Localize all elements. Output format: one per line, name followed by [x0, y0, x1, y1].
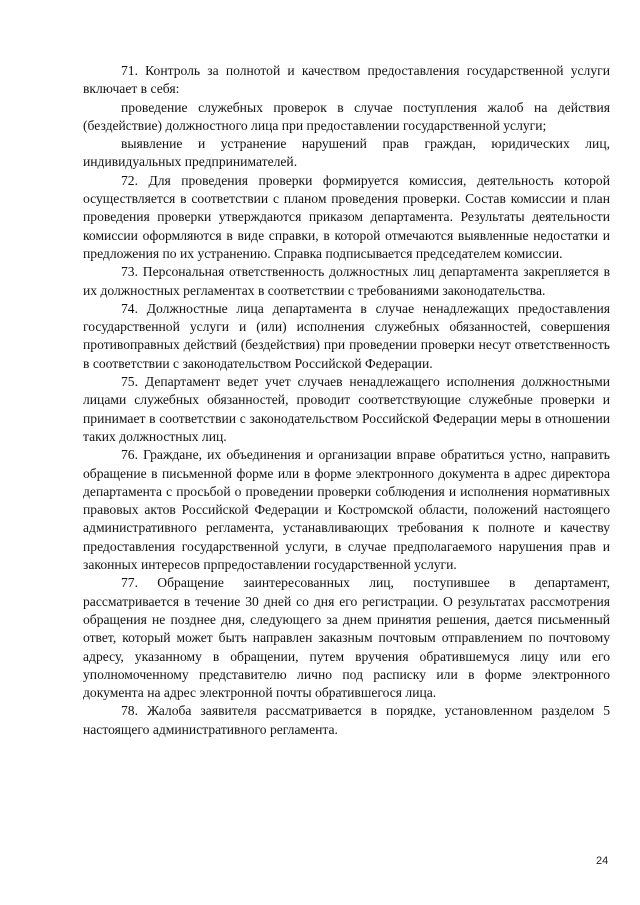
paragraph-76: 76. Граждане, их объединения и организации вправе обратиться устно, направить обращение в письменной форме или в форме электронного документа в адрес директора департамента с просьбой о проведении проверки соблюдения и исполнения нормативных правовых актов Российской Федерации и Костромской области, положений настоящего административного регламента, устанавливающих требования к полноте и качеству предоставления государственной услуги, в случае предполагаемого нарушения прав и законных интересов прпредоставлении государственной услуги. — [83, 447, 610, 573]
paragraph-78: 78. Жалоба заявителя рассматривается в порядке, установленном разделом 5 настоящего административного регламента. — [83, 703, 610, 737]
document-body — [83, 62, 610, 739]
paragraph-77: 77. Обращение заинтересованных лиц, поступившее в департамент, рассматривается в течение 30 дней со дня его регистрации. О результатах рассмотрения обращения не позднее дня, следующего за днем принятия решения, дается письменный ответ, который может быть направлен заказным почтовым отправлением по почтовому адресу, указанному в обращении, путем вручения обратившемуся лицу или его уполномоченному представителю лично под расписку или в форме электронного документа на адрес электронной почты обратившегося лица. — [83, 575, 610, 701]
page-number: 24 — [596, 855, 609, 867]
paragraph-71-item-1: проведение служебных проверок в случае поступления жалоб на действия (бездействие) должностного лица при предоставлении государственной услуги; — [83, 99, 610, 133]
paragraph-71-item-2: выявление и устранение нарушений прав граждан, юридических лиц, индивидуальных предпринимателей. — [83, 136, 610, 170]
paragraph-74: 74. Должностные лица департамента в случае ненадлежащих предоставления государственной услуги и (или) исполнения служебных обязанностей, совершения противоправных действий (бездействия) при проведении проверки несут ответственность в соответствии с законодательством Российской Федерации. — [83, 300, 610, 371]
paragraph-73: 73. Персональная ответственность должностных лиц департамента закрепляется в их должностных регламентах в соответствии с требованиями законодательства. — [83, 264, 610, 298]
paragraph-71: 71. Контроль за полнотой и качеством предоставления государственной услуги включает в себя: — [83, 63, 610, 97]
paragraph-72: 72. Для проведения проверки формируется комиссия, деятельность которой осуществляется в соответствии с планом проведения проверки. Состав комиссии и план проведения проверки утверждаются приказом департамента. Результаты деятельности комиссии оформляются в виде справки, в которой отмечаются выявленные недостатки и предложения по их устранению. Справка подписывается председателем комиссии. — [83, 172, 610, 261]
paragraph-75: 75. Департамент ведет учет случаев ненадлежащего исполнения должностными лицами служебных обязанностей, проводит соответствующие служебные проверки и принимает в соответствии с законодательством Российской Федерации меры в отношении таких должностных лиц. — [83, 374, 610, 444]
